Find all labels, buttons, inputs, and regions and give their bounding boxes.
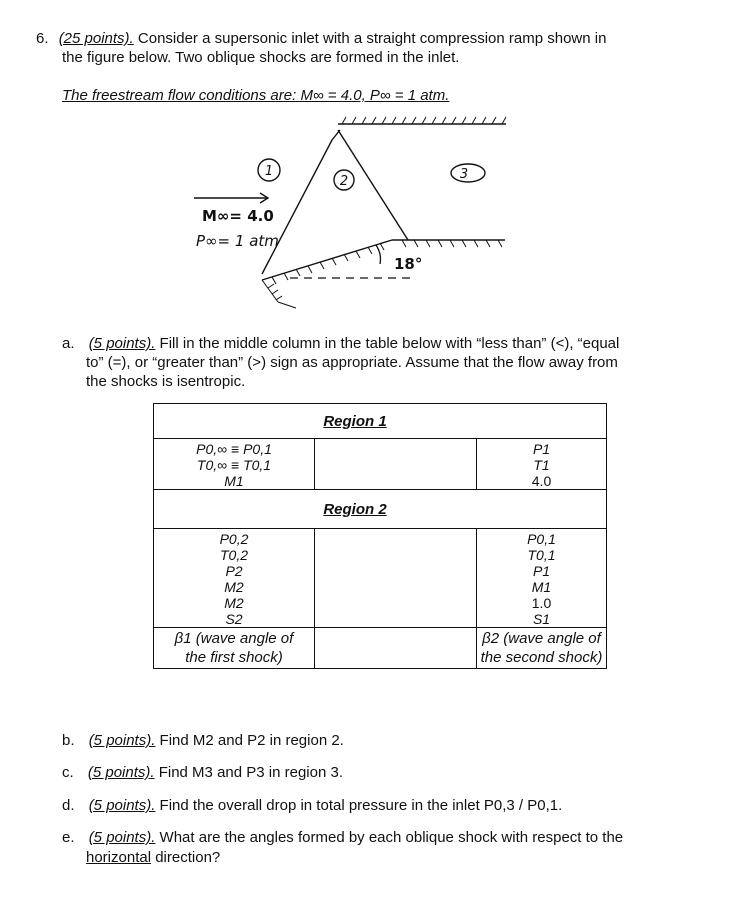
- region-2-right-cell: [477, 529, 607, 628]
- part-e-letter: e.: [62, 829, 75, 846]
- first-shock: [262, 130, 340, 274]
- part-e: [62, 828, 623, 847]
- leading-edge-hatching: [262, 280, 296, 308]
- part-e-points: (5 points).: [88, 829, 156, 846]
- part-e-horizontal: horizontal: [86, 849, 152, 866]
- lower-wall-hatching: [402, 240, 502, 247]
- region-2-left-5: S2: [225, 611, 243, 627]
- region-2-label: 2: [339, 174, 349, 189]
- wave-angle-2-line-1: β2 (wave angle of: [482, 630, 601, 647]
- part-e-line-2: [86, 848, 220, 867]
- part-c-text: Find M3 and P3 in region 3.: [154, 764, 343, 781]
- table-row: [154, 628, 607, 669]
- wave-angle-1-line-1: β1 (wave angle of: [174, 630, 294, 647]
- part-b-letter: b.: [62, 732, 75, 749]
- wave-angle-1-line-2: the first shock): [185, 649, 283, 666]
- second-shock: [338, 130, 408, 240]
- region-2-left-2: P2: [225, 563, 243, 579]
- region-1-right-cell: [477, 439, 607, 490]
- part-b-points: (5 points).: [88, 732, 156, 749]
- region-2-left-1: T0,2: [219, 547, 248, 563]
- region-2-header-cell: [154, 490, 607, 529]
- part-d-text: Find the overall drop in total pressure in the inlet P0,3 / P0,1.: [155, 797, 563, 814]
- region-2-right-4: 1.0: [531, 595, 552, 611]
- region-2-right-3: M1: [531, 579, 552, 595]
- part-a-line-1: Fill in the middle column in the table below with “less than” (<), “equal: [155, 335, 620, 352]
- table-row: [154, 529, 607, 628]
- region-2-header: Region 2: [323, 500, 387, 518]
- region-1-label: 1: [264, 164, 274, 179]
- region-2-right-0: P0,1: [527, 531, 556, 547]
- region-1-left-2: M1: [224, 473, 244, 489]
- wave-angle-2-line-2: the second shock): [480, 649, 603, 666]
- mach-label: M∞= 4.0: [202, 207, 274, 225]
- part-d-letter: d.: [62, 797, 75, 814]
- cowl-hatching: [342, 117, 506, 124]
- region-2-right-2: P1: [532, 563, 551, 579]
- part-e-line-1: What are the angles formed by each oblique shock with respect to the: [155, 829, 624, 846]
- part-b: [62, 731, 344, 750]
- pressure-label: P∞= 1 atm: [196, 232, 279, 250]
- region-2-left-3: M2: [224, 579, 244, 595]
- region-1-right-0: P1: [532, 441, 551, 457]
- ramp-surface: [262, 240, 392, 280]
- part-c: [62, 763, 343, 782]
- table-row: [154, 439, 607, 490]
- wave-angle-answer-cell[interactable]: [315, 628, 477, 669]
- part-b-text: Find M2 and P2 in region 2.: [155, 732, 344, 749]
- region-2-answer-cell[interactable]: [315, 529, 477, 628]
- ramp-angle-label: 18°: [394, 255, 423, 273]
- region-2-left-0: P0,2: [219, 531, 249, 547]
- part-e-line-2-rest: direction?: [151, 849, 221, 866]
- part-a-line-2: to” (=), or “greater than” (>) sign as appropriate. Assume that the flow away from: [86, 354, 618, 371]
- problem-line-1: Consider a supersonic inlet with a straight compression ramp shown in: [133, 30, 607, 47]
- part-c-letter: c.: [62, 764, 74, 781]
- problem-number: 6.: [36, 30, 49, 47]
- problem-statement: [36, 29, 606, 48]
- part-a-points: (5 points).: [88, 335, 156, 352]
- part-d: [62, 796, 562, 815]
- region-3-label: 3: [459, 167, 469, 182]
- region-2-left-4: M2: [224, 595, 244, 611]
- wave-angle-right-cell: [477, 628, 607, 669]
- wave-angle-left-cell: [154, 628, 315, 669]
- ramp-angle-arc: [376, 245, 381, 264]
- freestream-conditions: The freestream flow conditions are: M∞ = 4.0, P∞ = 1 atm.: [62, 87, 450, 104]
- region-1-answer-cell[interactable]: [315, 439, 477, 490]
- region-2-right-5: S1: [532, 611, 551, 627]
- region-2-right-1: T0,1: [527, 547, 556, 563]
- problem-points: (25 points).: [58, 30, 134, 47]
- region-1-right-1: T1: [533, 457, 550, 473]
- inlet-figure: [180, 112, 520, 322]
- region-1-header-cell: [154, 404, 607, 439]
- region-1-right-2: 4.0: [531, 473, 552, 489]
- region-1-left-cell: [154, 439, 315, 490]
- part-c-points: (5 points).: [87, 764, 155, 781]
- part-d-points: (5 points).: [88, 797, 156, 814]
- region-1-header: Region 1: [323, 412, 387, 430]
- comparison-table: [153, 403, 607, 669]
- region-1-left-0: P0,∞ ≡ P0,1: [196, 441, 272, 457]
- region-1-left-1: T0,∞ ≡ T0,1: [196, 457, 272, 473]
- part-a-line-3: the shocks is isentropic.: [86, 373, 246, 390]
- part-a-letter: a.: [62, 335, 75, 352]
- region-2-left-cell: [154, 529, 315, 628]
- problem-line-2: the figure below. Two oblique shocks are formed in the inlet.: [62, 49, 460, 66]
- part-a: [62, 334, 619, 353]
